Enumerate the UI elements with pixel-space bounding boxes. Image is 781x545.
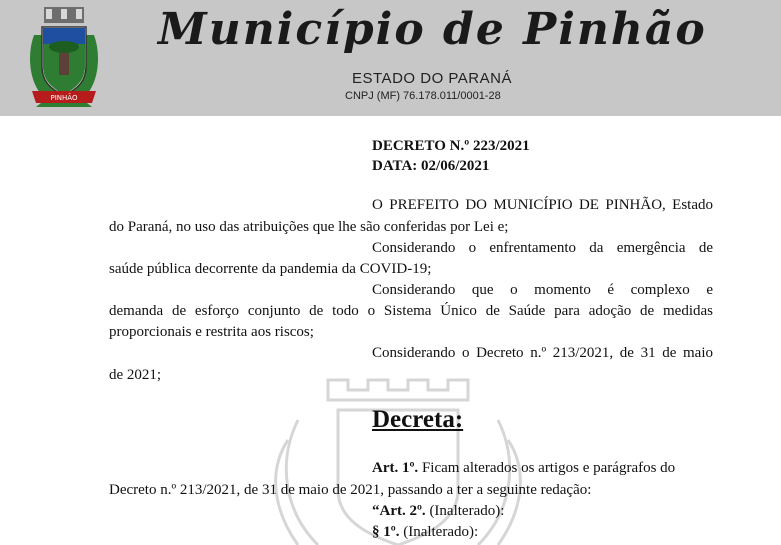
cnpj-number: CNPJ (MF) 76.178.011/0001-28 — [345, 90, 501, 102]
paragraph-line: Decreto n.º 213/2021, de 31 de maio de 2021, passando a ter a seguinte redação: — [109, 482, 592, 498]
article-2-label: “Art. 2º. — [372, 503, 426, 519]
state-name: ESTADO DO PARANÁ — [352, 70, 512, 87]
paragraph-line: de 2021; — [109, 367, 162, 383]
paragraph-line: demanda de esforço conjunto de todo o Sistema Único de Saúde para adoção de medidas — [109, 303, 713, 319]
paragraph-1-label: § 1º. — [372, 524, 400, 540]
decree-number: DECRETO N.º 223/2021 — [372, 138, 530, 154]
paragraph-line: saúde pública decorrente da pandemia da COVID-19; — [109, 261, 432, 277]
paragraph-line: Considerando o enfrentamento da emergência de — [372, 240, 713, 256]
decree-date: DATA: 02/06/2021 — [372, 158, 490, 174]
municipal-crest-icon — [26, 7, 102, 111]
article-2-text: (Inalterado): — [429, 503, 505, 519]
paragraph-line: do Paraná, no uso das atribuições que lhe são conferidas por Lei e; — [109, 219, 509, 235]
paragraph-1-text: (Inalterado): — [403, 524, 479, 540]
article-1-label: Art. 1º. — [372, 460, 419, 476]
paragraph-line: Considerando que o momento é complexo e — [372, 282, 713, 298]
letterhead — [0, 0, 781, 116]
paragraph-line: O PREFEITO DO MUNICÍPIO DE PINHÃO, Estado — [372, 197, 713, 213]
article-1-text: Ficam alterados os artigos e parágrafos do — [421, 460, 676, 476]
paragraph-line: proporcionais e restrita aos riscos; — [109, 324, 314, 340]
article-2 — [372, 503, 504, 520]
article-1 — [372, 460, 675, 477]
decreta-heading: Decreta: — [372, 406, 464, 433]
svg-text:PINHÃO: PINHÃO — [50, 94, 78, 102]
municipality-title: Município de Pinhão — [158, 4, 707, 55]
paragraph-1 — [372, 524, 478, 541]
paragraph-line: Considerando o Decreto n.º 213/2021, de 31 de maio — [372, 345, 713, 361]
